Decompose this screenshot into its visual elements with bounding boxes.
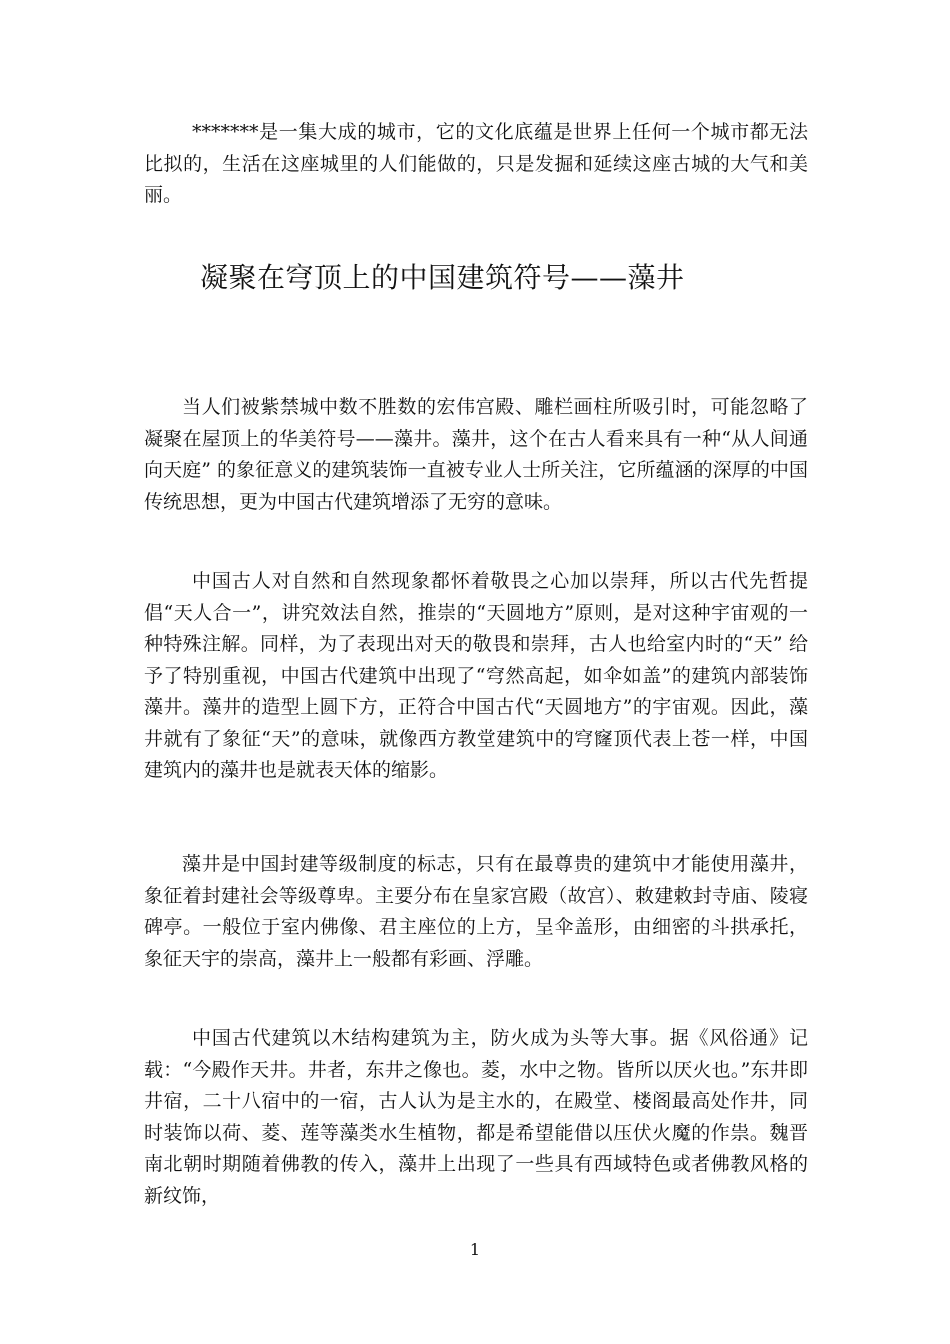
page-number: 1 [469, 1240, 481, 1259]
body-paragraph-1: 当人们被紫禁城中数不胜数的宏伟宫殿、雕栏画柱所吸引时，可能忽略了凝聚在屋顶上的华美符号——藻井。藻井，这个在古人看来具有一种“从人间通向天庭” 的象征意义的建筑装饰一直被专业人士所关注，它所蕴涵的深厚的中国传统思想，更为中国古代建筑增添了无穷的意味。 [144, 396, 808, 513]
intro-paragraph: *******是一集大成的城市，它的文化底蕴是世界上任何一个城市都无法比拟的，生活在这座城里的人们能做的，只是发掘和延续这座古城的大气和美丽。 [144, 121, 808, 206]
body-paragraph-4: 中国古代建筑以木结构建筑为主，防火成为头等大事。据《风俗通》记载：“今殿作天井。井者，东井之像也。菱，水中之物。皆所以厌火也。”东井即井宿，二十八宿中的一宿，古人认为是主水的，在殿堂、楼阁最高处作井，同时装饰以荷、菱、莲等藻类水生植物，都是希望能借以压伏火魔的作祟。魏晋南北朝时期随着佛教的传入，藻井上出现了一些具有西域特色或者佛教风格的新纹饰， [144, 1027, 808, 1207]
page-title: 凝聚在穹顶上的中国建筑符号——藻井 [200, 261, 685, 294]
body-paragraph-2: 中国古人对自然和自然现象都怀着敬畏之心加以崇拜，所以古代先哲提倡“天人合一”，讲究效法自然，推崇的“天圆地方”原则，是对这种宇宙观的一种特殊注解。同样，为了表现出对天的敬畏和崇拜，古人也给室内时的“天” 给予了特别重视，中国古代建筑中出现了“穹然高起，如伞如盖”的建筑内部装饰藻井。藻井的造型上圆下方，正符合中国古代“天圆地方”的宇宙观。因此，藻井就有了象征“天”的意味，就像西方教堂建筑中的穹窿顶代表上苍一样，中国建筑内的藻井也是就表天体的缩影。 [144, 570, 808, 781]
body-paragraph-3: 藻井是中国封建等级制度的标志，只有在最尊贵的建筑中才能使用藻井，象征着封建社会等级尊卑。主要分布在皇家宫殿（故宫）、敕建敕封寺庙、陵寝碑亭。一般位于室内佛像、君主座位的上方，呈伞盖形，由细密的斗拱承托，象征天宇的崇高，藻井上一般都有彩画、浮雕。 [144, 853, 808, 970]
